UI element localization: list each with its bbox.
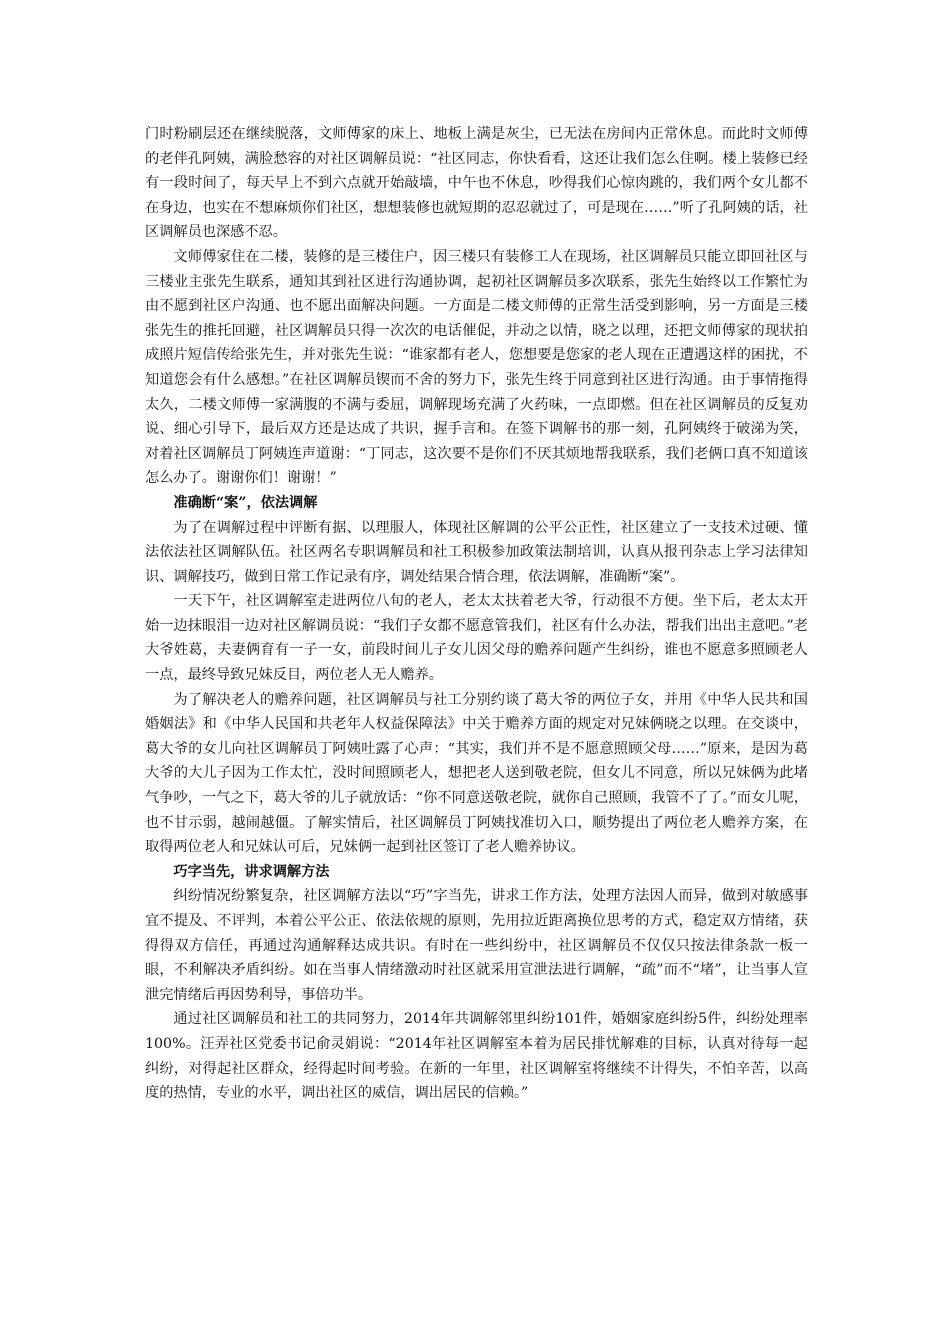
paragraph-1: 门时粉刷层还在继续脱落，文师傅家的床上、地板上满是灰尘，已无法在房间内正常休息。而此时文师傅的老伴孔阿姨，满脸愁容的对社区调解员说：“社区同志，你快看看，这还让我们怎么住啊。楼上装修已经有一段时间了，每天早上不到六点就开始敲墙，中午也不休息，吵得我们心惊肉跳的，我们两个女儿都不在身边，也实在不想麻烦你们社区，想想装修也就短期的忍忍就过了，可是现在……”听了孔阿姨的话，社区调解员也深感不忍。	[145, 126, 808, 241]
section-heading-2: 巧字当先，讲求调解方法	[173, 863, 330, 880]
paragraph-2: 文师傅家住在二楼，装修的是三楼住户，因三楼只有装修工人在现场，社区调解员只能立即回社区与三楼业主张先生联系，通知其到社区进行沟通协调，起初社区调解员多次联系，张先生始终以工作繁忙为由不愿到社区户沟通、也不愿出面解决问题。一方面是二楼文师傅的正常生活受到影响，另一方面是三楼张先生的推托回避，社区调解员只得一次次的电话催促，并动之以情，晓之以理，还把文师傅家的现状拍成照片短信传给张先生，并对张先生说：“谁家都有老人，您想要是您家的老人现在正遭遇这样的困扰，不知道您会有什么感想。”在社区调解员锲而不舍的努力下，张先生终于同意到社区进行沟通。由于事情拖得太久，二楼文师傅一家满腹的不满与委屈，调解现场充满了火药味，一点即燃。但在社区调解员的反复劝说、细心引导下，最后双方还是达成了共识，握手言和。在签下调解书的那一刻，孔阿姨终于破涕为笑，对着社区调解员丁阿姨连声道谢：“丁同志，这次要不是你们不厌其烦地帮我联系，我们老俩口真不知道该怎么办了。谢谢你们！谢谢！”	[145, 248, 808, 487]
section-heading-1: 准确断“案”，依法调解	[173, 494, 318, 511]
paragraph-4: 一天下午，社区调解室走进两位八旬的老人，老太太扶着老大爷，行动很不方便。坐下后，老太太开始一边抹眼泪一边对社区解调员说：“我们子女都不愿意管我们，社区有什么办法，帮我们出出主意吧。”老大爷姓葛，夫妻俩育有一子一女，前段时间儿子女儿因父母的赡养问题产生纠纷，谁也不愿意多照顾老人一点，最终导致兄妹反目，两位老人无人赡养。	[145, 593, 808, 684]
document-page	[145, 122, 808, 1106]
paragraph-7: 通过社区调解员和社工的共同努力，2014年共调解邻里纠纷101件，婚姻家庭纠纷5件，纠纷处理率100%。汪弄社区党委书记俞灵娟说：“2014年社区调解室本着为居民排忧解难的目标，认真对待每一起纠纷，对得起社区群众，经得起时间考验。在新的一年里，社区调解室将继续不计得失，不怕辛苦，以高度的热情，专业的水平，调出社区的威信，调出居民的信赖。”	[145, 1011, 808, 1102]
paragraph-5: 为了解决老人的赡养问题，社区调解员与社工分别约谈了葛大爷的两位子女，并用《中华人民共和国婚姻法》和《中华人民国和共老年人权益保障法》中关于赡养方面的规定对兄妹俩晓之以理。在交谈中，葛大爷的女儿向社区调解员丁阿姨吐露了心声：“其实，我们并不是不愿意照顾父母……”原来，是因为葛大爷的大儿子因为工作太忙，没时间照顾老人，想把老人送到敬老院，但女儿不同意，所以兄妹俩为此堵气争吵，一气之下，葛大爷的儿子就放话：“你不同意送敬老院，就你自己照顾，我管不了了。”而女儿呢，也不甘示弱，越闹越僵。了解实情后，社区调解员丁阿姨找准切入口，顺势提出了两位老人赡养方案，在取得两位老人和兄妹认可后，兄妹俩一起到社区签订了老人赡养协议。	[145, 691, 808, 856]
paragraph-3: 为了在调解过程中评断有据、以理服人，体现社区解调的公平公正性，社区建立了一支技术过硬、懂法依法社区调解队伍。社区两名专职调解员和社工积极参加政策法制培训，认真从报刊杂志上学习法律知识、调解技巧，做到日常工作记录有序，调处结果合情合理，依法调解，准确断“案”。	[145, 519, 808, 585]
paragraph-6: 纠纷情况纷繁复杂，社区调解方法以“巧”字当先，讲求工作方法，处理方法因人而异，做到对敏感事宜不提及、不评判，本着公平公正、依法依规的原则，先用拉近距离换位思考的方式，稳定双方情绪，获得得双方信任，再通过沟通解释达成共识。有时在一些纠纷中，社区调解员不仅仅只按法律条款一板一眼，不利解决矛盾纠纷。如在当事人情绪激动时社区就采用宣泄法进行调解，“疏”而不“堵”，让当事人宣泄完情绪后再因势利导，事倍功半。	[145, 888, 808, 1003]
